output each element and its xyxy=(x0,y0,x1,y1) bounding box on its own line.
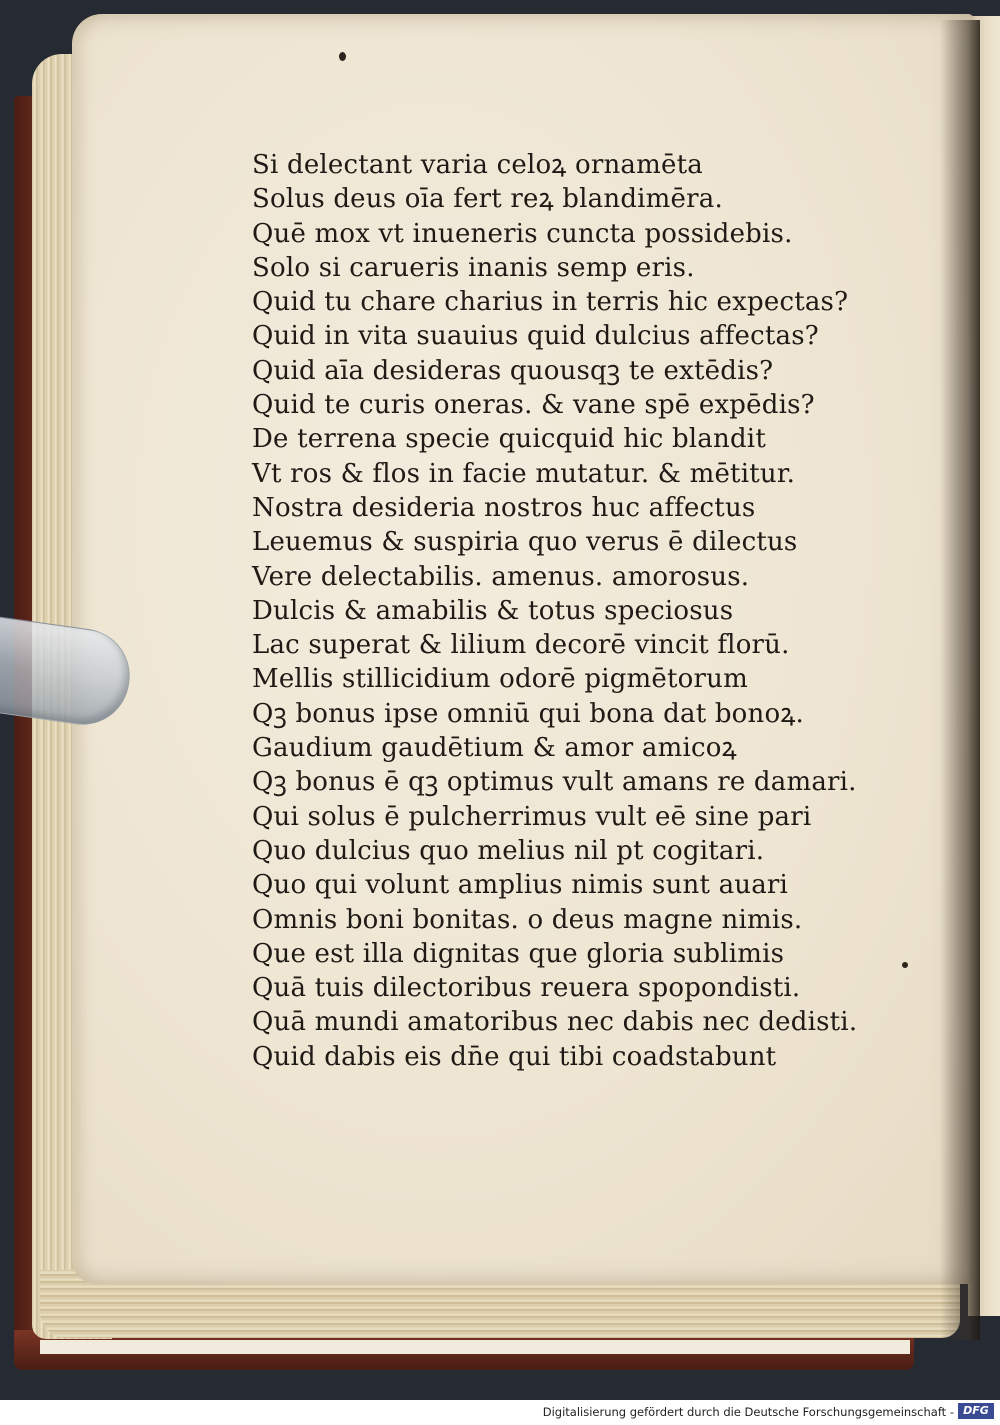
verse-line: Nostra desideria nostros huc affectus xyxy=(252,492,756,523)
verse-line: Vt ros & flos in facie mutatur. & mētitur. xyxy=(252,458,796,489)
funding-credit: Digitalisierung gefördert durch die Deutsche Forschungsgemeinschaft - xyxy=(542,1405,954,1419)
ink-dot xyxy=(902,962,908,968)
verse-line: Gaudium gaudētium & amor amicoꝝ xyxy=(252,733,737,764)
verse-line: Quid aīa desideras quousqꝫ te extēdis? xyxy=(252,355,774,386)
verse-text-block xyxy=(252,148,892,1074)
verse-line: Qꝫ bonus ē qꝫ optimus vult amans re damari. xyxy=(252,767,857,798)
verse-line: Quā tuis dilectoribus reuera spopondisti. xyxy=(252,973,801,1004)
endpaper xyxy=(40,1340,910,1354)
dfg-logo: DFG xyxy=(958,1403,994,1419)
verse-line: Solus deus oīa fert reꝝ blandimēra. xyxy=(252,184,723,215)
verse-line: Omnis boni bonitas. o deus magne nimis. xyxy=(252,904,803,935)
verse-line: De terrena specie quicquid hic blandit xyxy=(252,424,766,455)
verse-line: Que est illa dignitas que gloria sublimis xyxy=(252,938,785,969)
verse-line: Lac superat & lilium decorē vincit florū. xyxy=(252,630,790,661)
verse-line: Solo si carueris inanis semp eris. xyxy=(252,252,695,283)
verse-line: Quid tu chare charius in terris hic expectas? xyxy=(252,287,849,318)
spine-shadow xyxy=(940,20,980,1340)
verse-line: Dulcis & amabilis & totus speciosus xyxy=(252,595,734,626)
verse-line: Quid in vita suauius quid dulcius affectas? xyxy=(252,321,819,352)
verse-line: Quo qui volunt amplius nimis sunt auari xyxy=(252,870,789,901)
verse-line: Vere delectabilis. amenus. amorosus. xyxy=(252,561,750,592)
ink-mark xyxy=(339,52,346,61)
verse-line: Quid dabis eis dn̄e qui tibi coadstabunt xyxy=(252,1041,777,1072)
verse-line: Si delectant varia celoꝝ ornamēta xyxy=(252,150,703,180)
verse-line: Quā mundi amatoribus nec dabis nec dedisti. xyxy=(252,1007,858,1038)
verse-line: Quid te curis oneras. & vane spē expēdis? xyxy=(252,390,815,421)
verse-line: Mellis stillicidium odorē pigmētorum xyxy=(252,664,748,695)
verse-line: Quo dulcius quo melius nil pt cogitari. xyxy=(252,835,765,866)
verse-line: Quē mox vt inueneris cuncta possidebis. xyxy=(252,218,793,249)
verse-line: Qui solus ē pulcherrimus vult eē sine pari xyxy=(252,801,812,832)
verse-line: Leuemus & suspiria quo verus ē dilectus xyxy=(252,527,798,558)
verse-line: Qꝫ bonus ipse omniū qui bona dat bonoꝝ. xyxy=(252,698,805,729)
